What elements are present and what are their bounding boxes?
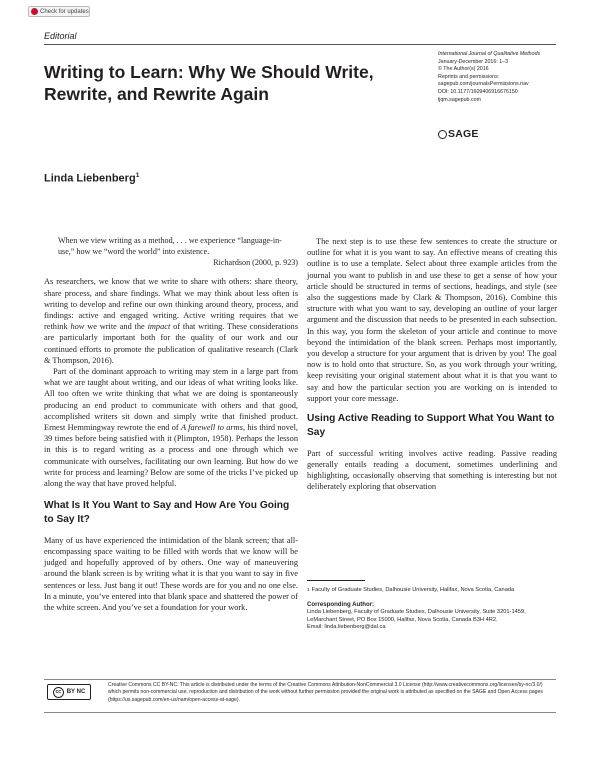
cc-license-badge[interactable] <box>47 684 91 700</box>
by-nc-label: BY NC <box>66 689 86 695</box>
section-label: Editorial <box>44 31 77 41</box>
paragraph-4: The next step is to use these few sentences to create the structure or outline for what it is you want to say. An effective means of creating this outline is to use a template. Select about three example articles from the journal you want to publish in and use these to get a sense of how your article should be structured in terms of sections, headings, and style (see also the suggestions made by Clark & Thompson, 2016). Combine this structure with what you want to say, developing an outline of your larger argument and the discussion that needs to be presented in each subsection. In this way, you form the skeleton of your article and continue to move beyond the intimidation of the blank screen. Perhaps most importantly, you develop a structure for your argument that is driven by you! The goal now is to hold onto that structure. So, as you work through your writing, keep revisiting your original statement about what it is that you want to say and how the particular section you are working on is intended to support your core message. <box>307 237 557 403</box>
affiliation-footnote <box>307 587 557 595</box>
check-for-updates-badge[interactable] <box>28 6 90 17</box>
affiliation-text: Faculty of Graduate Studies, Dalhousie University, Halifax, Nova Scotia, Canada <box>311 587 515 593</box>
paragraph-5: Part of successful writing involves active reading. Passive reading generally entails reading a document, sometimes underlining and highlighting, occasionally observing that something is interesting but not deliberately exploring that observation <box>307 448 557 492</box>
journal-issue: January-December 2016: 1–3 <box>438 58 509 65</box>
epigraph-citation: Richardson (2000, p. 923) <box>213 257 298 267</box>
reprints-link[interactable]: sagepub.com/journalsPermissions.nav <box>438 81 529 88</box>
update-icon <box>31 8 38 15</box>
footnote-rule <box>307 580 365 581</box>
copyright: © The Author(s) 2016 <box>438 66 489 73</box>
footnote-mark: 1 <box>307 588 310 593</box>
sage-ring-icon <box>438 130 447 139</box>
section-heading: Using Active Reading to Support What You Want to Say <box>307 413 555 438</box>
footnotes <box>307 587 557 632</box>
article-title: Writing to Learn: Why We Should Write, Rewrite, and Rewrite Again <box>44 62 374 104</box>
sage-wordmark: SAGE <box>448 128 479 140</box>
journal-info <box>438 51 568 104</box>
reprints-label: Reprints and permissions: <box>438 73 500 80</box>
header-rule <box>44 44 556 45</box>
badge-label: Check for updates <box>40 8 89 15</box>
author-name <box>44 172 139 185</box>
paragraph-2: Part of the dominant approach to writing may stem in a large part from what we are taught about writing, and our ideas of what writing looks like. All too often we write thinking that what we are doing is spontaneously producing an end product to communicate with others and that good, accomplished writers sit down and simply write that finished product. Ernest Hemmingway rewrote the end of A farewell to arms, his third novel, 39 times before being satisfied with it (Plimpton, 1958). Perhaps the lesson in this is to regard writing as a process and one through which we communicate with ourselves, facilitating our own learning. But how do we write for process and learning? Below are some of the tricks I’ve picked up along the way that have proved helpful. <box>44 367 298 489</box>
corresponding-label: Corresponding Author: <box>307 600 375 608</box>
journal-site[interactable]: ijqm.sagepub.com <box>438 96 481 103</box>
cc-icon: cc <box>53 687 64 698</box>
corresponding-text: Linda Liebenberg, Faculty of Graduate Studies, Dalhousie University, Suite 3201-1459, LeMarchant Street, PO Box 15000, Halifax, Nova Scotia, Canada B3H 4R2. <box>307 609 526 623</box>
doi[interactable]: DOI: 10.1177/1609406916676150 <box>438 88 518 95</box>
sage-logo <box>438 128 479 140</box>
author-affiliation-mark: 1 <box>135 172 140 179</box>
right-column <box>307 236 557 492</box>
epigraph-quote: When we view writing as a method, . . . we experience “language-in-use,” how we “word the world” into existence. <box>58 236 282 256</box>
corresponding-email[interactable]: Email: linda.liebenberg@dal.ca <box>307 624 386 631</box>
paragraph-3: Many of us have experienced the intimidation of the blank screen; that all-encompassing space waiting to be filled with words that we know will be judged and hopefully approved of by others. One way of maneuvering around the blank screen is by writing what it is that you want to say in five sentences or less. Just bang it out! These words are for you and no one else. In a minute, you’ve entered into that blank space and shattered the power of the white screen. And you’ve set a foundation for your work. <box>44 535 298 613</box>
author-text: Linda Liebenberg <box>44 172 136 185</box>
section-heading: What Is It You Want to Say and How Are You Going to Say It? <box>44 500 290 526</box>
journal-name: International Journal of Qualitative Methods <box>438 51 541 57</box>
left-column <box>44 236 298 613</box>
paragraph-1: As researchers, we know that we write to share with others: share theory, share process, and share findings. What we may think about less often is writing to develop and refine our own thinking around theory, process, and findings: active and engaged writing. Active writing requires that we rethink how we write and the impact of that writing. These considerations are particularly important both for the quality of our work and our continued efforts to promote the publication of qualitative research (Clark & Thompson, 2016). <box>44 277 298 365</box>
license-text: Creative Commons CC BY-NC: This article is distributed under the terms of the Creative Commons Attribution-NonCommercial 3.0 License (http://www.creativecommons.org/licenses/by-nc/3.0/) which permits non-commercial use, reproduction and distribution of the work without further permission provided the original work is attributed as specified on the SAGE and Open Access pages (https://us.sagepub.com/en-us/nam/open-access-at-sage). <box>108 682 543 703</box>
